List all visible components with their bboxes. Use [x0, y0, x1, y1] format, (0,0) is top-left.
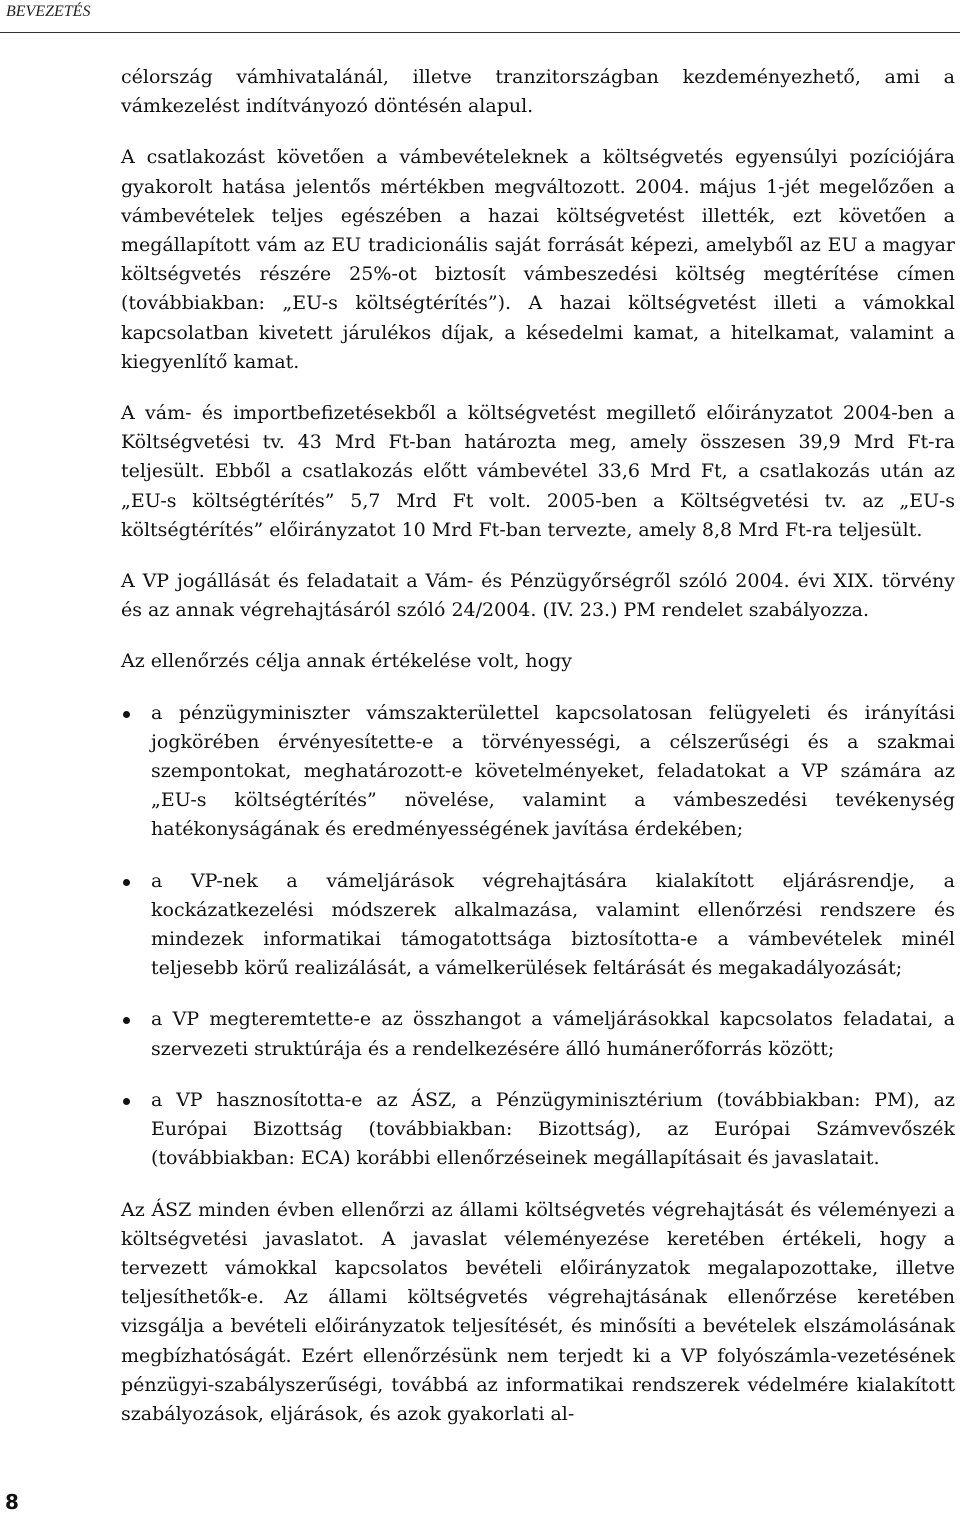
paragraph-continuation: célország vámhivatalánál, illetve tranzitországban kezdeményezhető, ami a vámkezelést indítványozó döntésén alapul. — [121, 66, 955, 118]
paragraph-legal-status: A VP jogállását és feladatait a Vám- és Pénzügyőrségről szóló 2004. évi XIX. törvény és az annak végrehajtásáról szóló 24/2004. (IV. 23.) PM rendelet szabályozza. — [121, 570, 955, 622]
bullet-icon — [123, 1098, 130, 1105]
list-item — [121, 867, 955, 984]
page-number: 8 — [5, 1490, 19, 1514]
paragraph-appropriations: A vám- és importbefizetésekből a költségvetést megillető előirányzatot 2004-ben a Költségvetési tv. 43 Mrd Ft-ban határozta meg, amely összesen 39,9 Mrd Ft-ra teljesült. Ebből a csatlakozás előtt vámbevétel 33,6 Mrd Ft, a csatlakozás után az „EU-s költségtérítés” 5,7 Mrd Ft volt. 2005-ben a Költségvetési tv. az „EU-s költségtérítés” előirányzatot 10 Mrd Ft-ban tervezte, amely 8,8 Mrd Ft-ra teljesült. — [121, 402, 955, 541]
header-rule — [0, 32, 960, 33]
bullet-icon — [123, 711, 130, 718]
paragraph-asz-annual-audit: Az ÁSZ minden évben ellenőrzi az állami költségvetés végrehajtását és véleményezi a költségvetési javaslatot. A javaslat véleményezése keretében értékeli, hogy a tervezett vámokkal kapcsolatos bevételi előirányzatok megalapozottake, illetve teljesíthetők-e. Az állami költségvetés végrehajtásának ellenőrzése keretében vizsgálja a bevételi előirányzatok teljesítését, és minősíti a bevételek elszámolásának megbízhatóságát. Ezért ellenőrzésünk nem terjedt ki a VP folyószámla-vezetésének pénzügyi-szabályszerűségi, továbbá az informatikai rendszerek védelmére kialakított szabályozások, eljárások, és azok gyakorlati al- — [121, 1198, 955, 1425]
list-item — [121, 699, 955, 845]
bullet-icon — [123, 879, 130, 886]
paragraph-accession-impact: A csatlakozást követően a vámbevételeknek a költségvetés egyensúlyi pozíciójára gyakorolt hatása jelentős mértékben megváltozott. 2004. május 1-jét megelőzően a vámbevételek teljes egészében a hazai költségvetést illették, ezt követően a megállapított vám az EU tradicionális saját forrását képezi, amelyből az EU a magyar költségvetés részére 25%-ot biztosít vámbeszedési költség megtérítése címen (továbbiakban: „EU-s költségtérítés”). A hazai költségvetést illeti a vámokkal kapcsolatban kivetett járulékos díjak, a késedelmi kamat, a hitelkamat, valamint a kiegyenlítő kamat. — [121, 146, 955, 373]
list-item-text: a VP megteremtette-e az összhangot a vámeljárásokkal kapcsolatos feladatai, a szervezeti struktúrája és a rendelkezésére álló humánerőforrás között; — [151, 1008, 955, 1060]
bullet-icon — [123, 1017, 130, 1024]
list-item — [121, 1086, 955, 1174]
document-body — [121, 63, 955, 1429]
paragraph-audit-objective: Az ellenőrzés célja annak értékelése volt, hogy — [121, 650, 572, 673]
list-item-text: a VP-nek a vámeljárások végrehajtására kialakított eljárásrendje, a kockázatkezelési módszerek alkalmazása, valamint ellenőrzési rendszere és mindezek informatikai támogatottsága biztosította-e a vámbevételek minél teljesebb körű realizálását, a vámelkerülések feltárását és megakadályozását; — [151, 869, 955, 980]
list-item-text: a pénzügyminiszter vámszakterülettel kapcsolatosan felügyeleti és irányítási jogkörében érvényesítette-e a törvényességi, a célszerűségi és a szakmai szempontokat, meghatározott-e követelményeket, feladatokat a VP számára az „EU-s költségtérítés” növelése, valamint a vámbeszedési tevékenység hatékonyságának és eredményességének javítása érdekében; — [151, 701, 955, 841]
objective-list — [121, 699, 955, 1174]
list-item — [121, 1005, 955, 1063]
running-header: BEVEZETÉS — [6, 3, 91, 20]
list-item-text: a VP hasznosította-e az ÁSZ, a Pénzügyminisztérium (továbbiakban: PM), az Európai Bizottság (továbbiakban: Bizottság), az Európai Számvevőszék (továbbiakban: ECA) korábbi ellenőrzéseinek megállapításait és javaslatait. — [151, 1088, 955, 1170]
